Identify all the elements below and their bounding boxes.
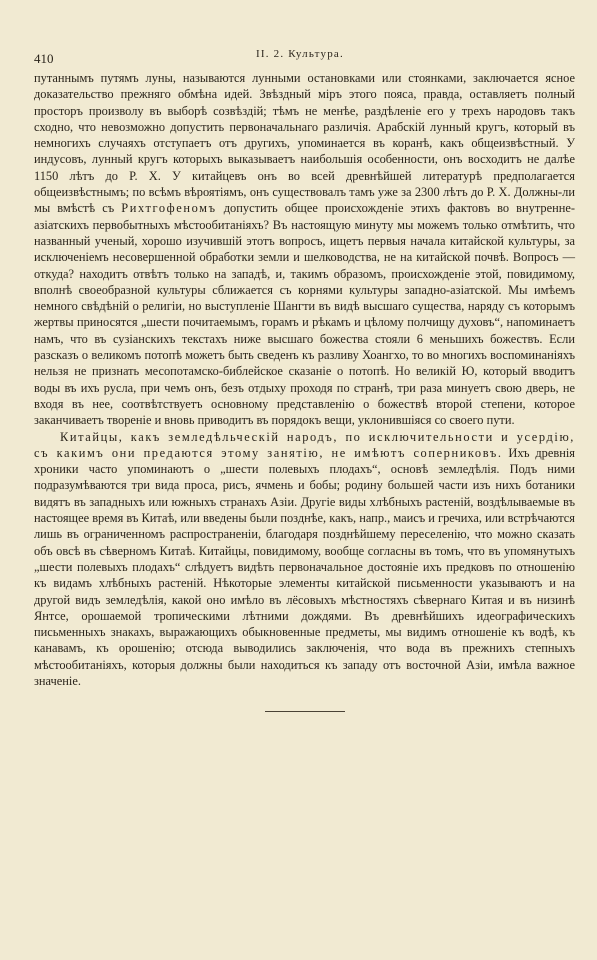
text-run: путаннымъ путямъ луны, называются лунными остановками или стоянками, заключается ясное доказательство прежняго обмѣна идей. Звѣздный міръ этого пояса, правда, оставляетъ полный просторъ произволу въ выборѣ созвѣздій; тѣмъ не менѣе, раздѣленіе его у трехъ народовъ такъ сходно, что невозможно допустить первоначальнаго различія. Арабскій лунный кругъ, который въ немногихъ случаяхъ отступаетъ отъ другихъ, упоминается въ коранѣ, какъ общеизвѣстный. У индусовъ, лунный кругъ которыхъ выказываетъ наибольшія особенности, онъ восходитъ не далѣе 1150 лѣтъ до Р. Х. У китайцевъ онъ во всей древнѣйшей литературѣ предполагается общеизвѣстнымъ; по всѣмъ вѣроятіямъ, онъ существовалъ тамъ уже за 2300 лѣтъ до Р. Х. Должны-ли мы вмѣстѣ съ <box>34 71 575 216</box>
emphasized-sentence: Китайцы, какъ земледѣльческій народъ, по исключительности и усердію, съ какимъ они предаются этому занятію, не имѣютъ соперниковъ. <box>34 429 575 460</box>
paragraph <box>34 429 575 690</box>
section-end-rule <box>265 711 345 712</box>
running-head: II. 2. Культура. <box>256 48 344 60</box>
text-run: допустить общее происхожденіе этихъ фактовъ во внутренне-азіатскихъ первобытныхъ мѣстообитаніяхъ? Въ настоящую минуту мы можемъ только отмѣтить, что названный ученый, хорошо изучившій этотъ вопросъ, ищетъ первыя начала китайской культуры, за исключеніемъ несовершенной обработки земли и шелководства, не на китайской почвѣ. Вопросъ — откуда? находитъ отвѣтъ только на западѣ, и, такимъ образомъ, происхожденіе этой, повидимому, вполнѣ своеобразной культуры сближается съ корнями культуры западно-азіатской. Мы имѣемъ немного свѣдѣній о религіи, но выступленіе Шангти въ видѣ высшаго существа, наряду съ которымъ жертвы приносятся „шести почитаемымъ, горамъ и рѣкамъ и цѣлому полчищу духовъ“, напоминаетъ намъ, что въ сузіанскихъ текстахъ ниже высшаго божества стояли 6 меньшихъ божествъ. Если разсказъ о великомъ потопѣ можетъ быть сведенъ къ разливу Хоангхо, то во многихъ воспоминаніяхъ нельзя не признать месопотамско-библейское сказаніе о потопѣ. Но великій Ю, который вводитъ воды въ ихъ русла, при чемъ онъ, безъ отдыху проходя по странѣ, три раза минуетъ свою дверь, не входя въ нее, соотвѣтствуетъ основному представленію о божествѣ второй степени, которое заканчиваетъ твореніе и вновь приводитъ въ порядокъ вещи, уклонившіяся со своего пути. <box>34 201 575 428</box>
text-run: Ихъ древнія хроники часто упоминаютъ о „шести полевыхъ плодахъ“, основѣ земледѣлія. Подъ ними подразумѣваются три вида проса, рисъ, ячмень и бобы; родину большей части изъ нихъ ботаники видятъ въ западныхъ или южныхъ странахъ Азіи. Другіе виды хлѣбныхъ растеній, воздѣлываемые въ настоящее время въ Китаѣ, или введены были позднѣе, какъ, напр., маисъ и гречиха, или встрѣчаются лишь въ ограниченномъ распространеніи, благодаря позднѣйшему переселенію, что можно сказать объ овсѣ въ сѣверномъ Китаѣ. Китайцы, повидимому, вообще согласны въ томъ, что въ упомянутыхъ „шести полевыхъ плодахъ“ слѣдуетъ видѣть первоначальное достояніе ихъ предковъ по отношенію къ видамъ хлѣбныхъ растеній. Нѣкоторые элементы китайской письменности указываютъ и на другой видъ земледѣлія, какой оно имѣло въ лёсовыхъ мѣстностяхъ сѣвернаго Китая и въ низинѣ Янтсе, орошаемой тропическими лѣтними дождями. Въ древнѣйшихъ идеографическихъ письменныхъ знакахъ, выражающихъ обыкновенные предметы, мы видимъ отношеніе къ водѣ, къ канавамъ, къ орошенію; отсюда выводились заключенія, что вода въ прежнихъ степныхъ мѣстообитаніяхъ, которыя должны были находиться къ западу отъ восточной Азіи, имѣла важное значеніе. <box>34 445 575 688</box>
page-header <box>34 44 575 66</box>
paragraph <box>34 70 575 429</box>
body-text <box>34 70 575 689</box>
emphasized-name: Рихтгофеномъ <box>121 201 217 216</box>
page-number: 410 <box>34 51 54 66</box>
